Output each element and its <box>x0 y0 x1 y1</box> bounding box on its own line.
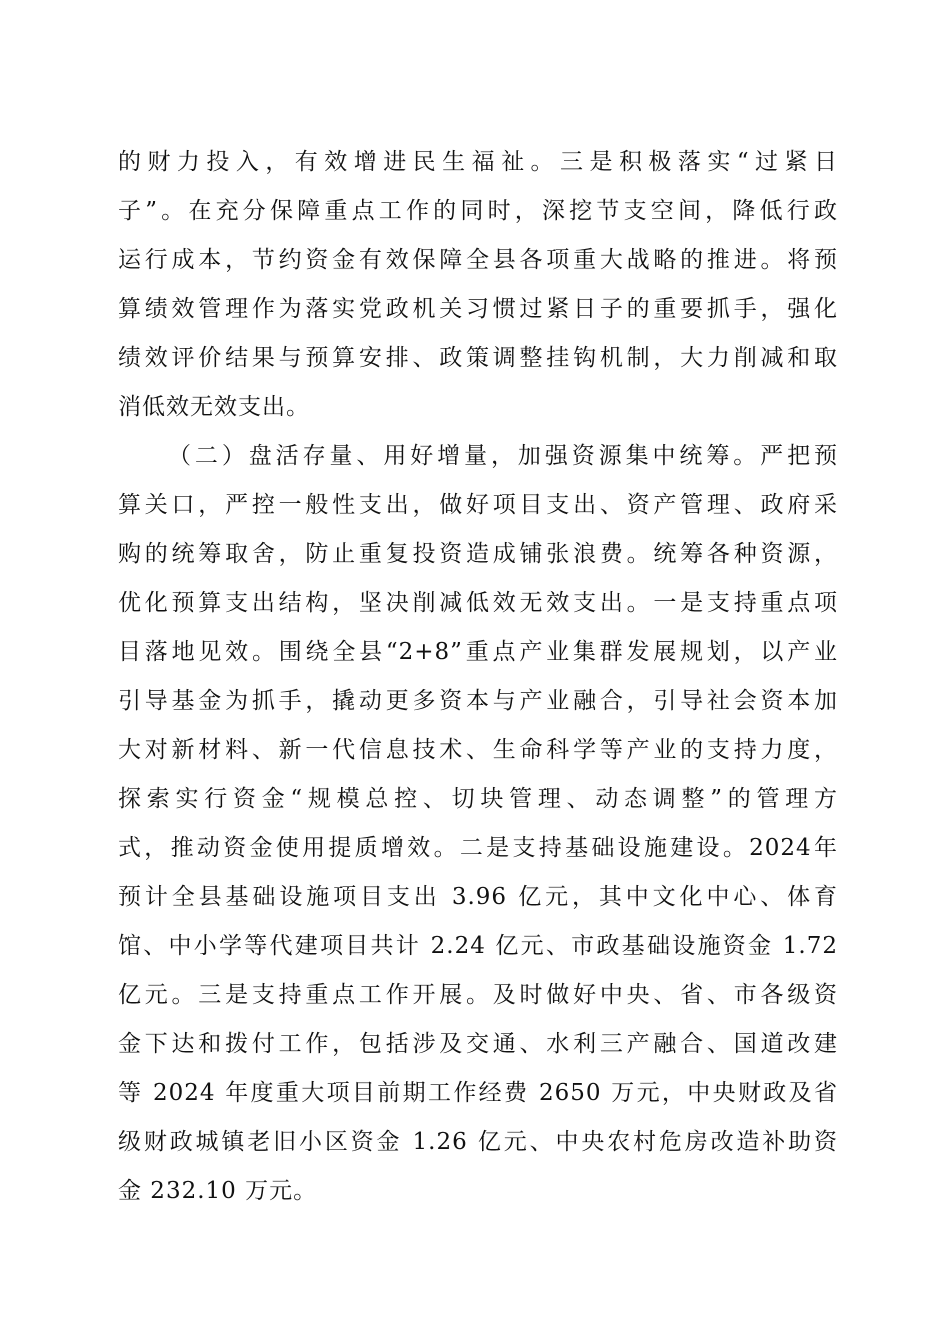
text-line: 运行成本，节约资金有效保障全县各项重大战略的推进。将预 <box>118 247 838 273</box>
text-line: 馆、中小学等代建项目共计 2.24 亿元、市政基础设施资金 1.72 <box>118 933 838 959</box>
text-line: 消低效无效支出。 <box>118 394 310 420</box>
body-text <box>118 138 838 1216</box>
text-line: 目落地见效。围绕全县“2+8”重点产业集群发展规划，以产业 <box>118 639 838 665</box>
text-line: 探索实行资金“规模总控、切块管理、动态调整”的管理方 <box>118 786 838 812</box>
text-line: 购的统筹取舍，防止重复投资造成铺张浪费。统筹各种资源， <box>118 541 838 567</box>
text-line: 的财力投入，有效增进民生福祉。三是积极落实“过紧日 <box>118 149 838 175</box>
text-line: 等 2024 年度重大项目前期工作经费 2650 万元，中央财政及省 <box>118 1080 838 1106</box>
section-heading-line: （二）盘活存量、用好增量，加强资源集中统筹。严把预 <box>168 443 838 469</box>
text-line: 金 232.10 万元。 <box>118 1178 318 1204</box>
text-line: 算关口，严控一般性支出，做好项目支出、资产管理、政府采 <box>118 492 838 518</box>
text-line: 大对新材料、新一代信息技术、生命科学等产业的支持力度， <box>118 737 838 763</box>
text-line: 预计全县基础设施项目支出 3.96 亿元，其中文化中心、体育 <box>118 884 838 910</box>
text-line: 优化预算支出结构，坚决削减低效无效支出。一是支持重点项 <box>118 590 838 616</box>
text-line: 亿元。三是支持重点工作开展。及时做好中央、省、市各级资 <box>118 982 838 1008</box>
text-line: 引导基金为抓手，撬动更多资本与产业融合，引导社会资本加 <box>118 688 838 714</box>
text-line: 算绩效管理作为落实党政机关习惯过紧日子的重要抓手，强化 <box>118 296 838 322</box>
text-line: 式，推动资金使用提质增效。二是支持基础设施建设。2024年 <box>118 835 838 861</box>
text-line: 级财政城镇老旧小区资金 1.26 亿元、中央农村危房改造补助资 <box>118 1129 838 1155</box>
text-line: 子”。在充分保障重点工作的同时，深挖节支空间，降低行政 <box>118 198 838 224</box>
text-line: 绩效评价结果与预算安排、政策调整挂钩机制，大力削减和取 <box>118 345 838 371</box>
text-line: 金下达和拨付工作，包括涉及交通、水利三产融合、国道改建 <box>118 1031 838 1057</box>
